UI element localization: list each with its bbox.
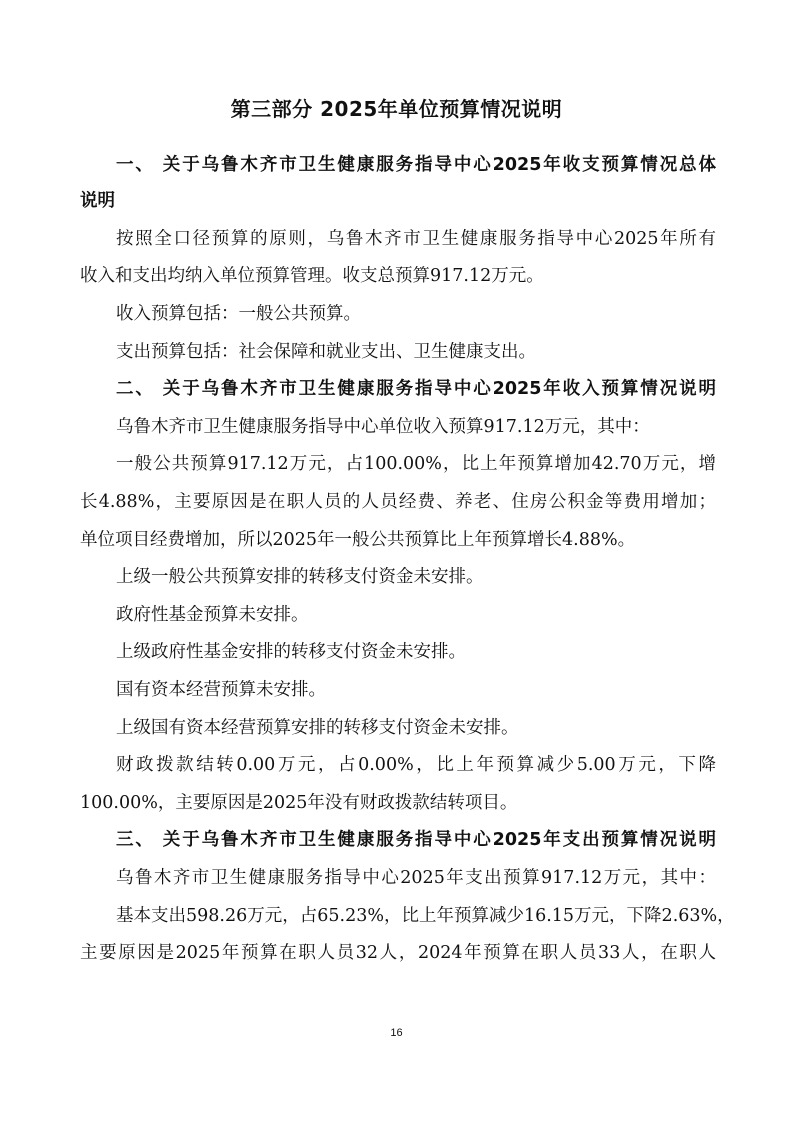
section-2-paragraph-2-line-1: 一般公共预算917.12万元，占100.00%，比上年预算增加42.70万元，增 — [116, 454, 716, 474]
section-2-paragraph-8-line-1: 财政拨款结转0.00万元，占0.00%，比上年预算减少5.00万元，下降 — [116, 755, 716, 775]
section-2-paragraph-4: 政府性基金预算未安排。 — [116, 605, 309, 625]
section-2-heading: 二、 关于乌鲁木齐市卫生健康服务指导中心2025年收入预算情况说明 — [116, 379, 716, 399]
section-2-paragraph-2-line-2: 长4.88%，主要原因是在职人员的人员经费、养老、住房公积金等费用增加； — [80, 492, 716, 512]
section-1-paragraph-1-line-2: 收入和支出均纳入单位预算管理。收支总预算917.12万元。 — [80, 266, 544, 286]
section-3-paragraph-1: 乌鲁木齐市卫生健康服务指导中心2025年支出预算917.12万元，其中： — [116, 868, 716, 888]
page-number: 16 — [390, 1027, 403, 1039]
section-2-paragraph-8-line-2: 100.00%，主要原因是2025年没有财政拨款结转项目。 — [80, 793, 518, 813]
section-1-paragraph-1-line-1: 按照全口径预算的原则，乌鲁木齐市卫生健康服务指导中心2025年所有 — [116, 229, 716, 249]
section-1-paragraph-3: 支出预算包括：社会保障和就业支出、卫生健康支出。 — [116, 342, 536, 362]
section-1-heading-line-1: 一、 关于乌鲁木齐市卫生健康服务指导中心2025年收支预算情况总体 — [116, 155, 716, 175]
page-title: 第三部分 2025年单位预算情况说明 — [230, 97, 563, 121]
section-2-paragraph-1: 乌鲁木齐市卫生健康服务指导中心单位收入预算917.12万元，其中： — [116, 417, 650, 437]
section-2-paragraph-2-line-3: 单位项目经费增加，所以2025年一般公共预算比上年预算增长4.88%。 — [80, 530, 636, 550]
section-2-paragraph-3: 上级一般公共预算安排的转移支付资金未安排。 — [116, 567, 484, 587]
section-1-paragraph-2: 收入预算包括：一般公共预算。 — [116, 304, 361, 324]
section-3-heading: 三、 关于乌鲁木齐市卫生健康服务指导中心2025年支出预算情况说明 — [116, 830, 716, 850]
section-2-paragraph-6: 国有资本经营预算未安排。 — [116, 680, 326, 700]
section-2-paragraph-7: 上级国有资本经营预算安排的转移支付资金未安排。 — [116, 718, 519, 738]
section-2-paragraph-5: 上级政府性基金安排的转移支付资金未安排。 — [116, 642, 466, 662]
section-3-paragraph-2-line-1: 基本支出598.26万元，占65.23%，比上年预算减少16.15万元，下降2.63%， — [116, 906, 735, 926]
section-1-heading-line-2: 说明 — [80, 191, 115, 211]
section-3-paragraph-2-line-2: 主要原因是2025年预算在职人员32人，2024年预算在职人员33人，在职人 — [80, 943, 716, 963]
